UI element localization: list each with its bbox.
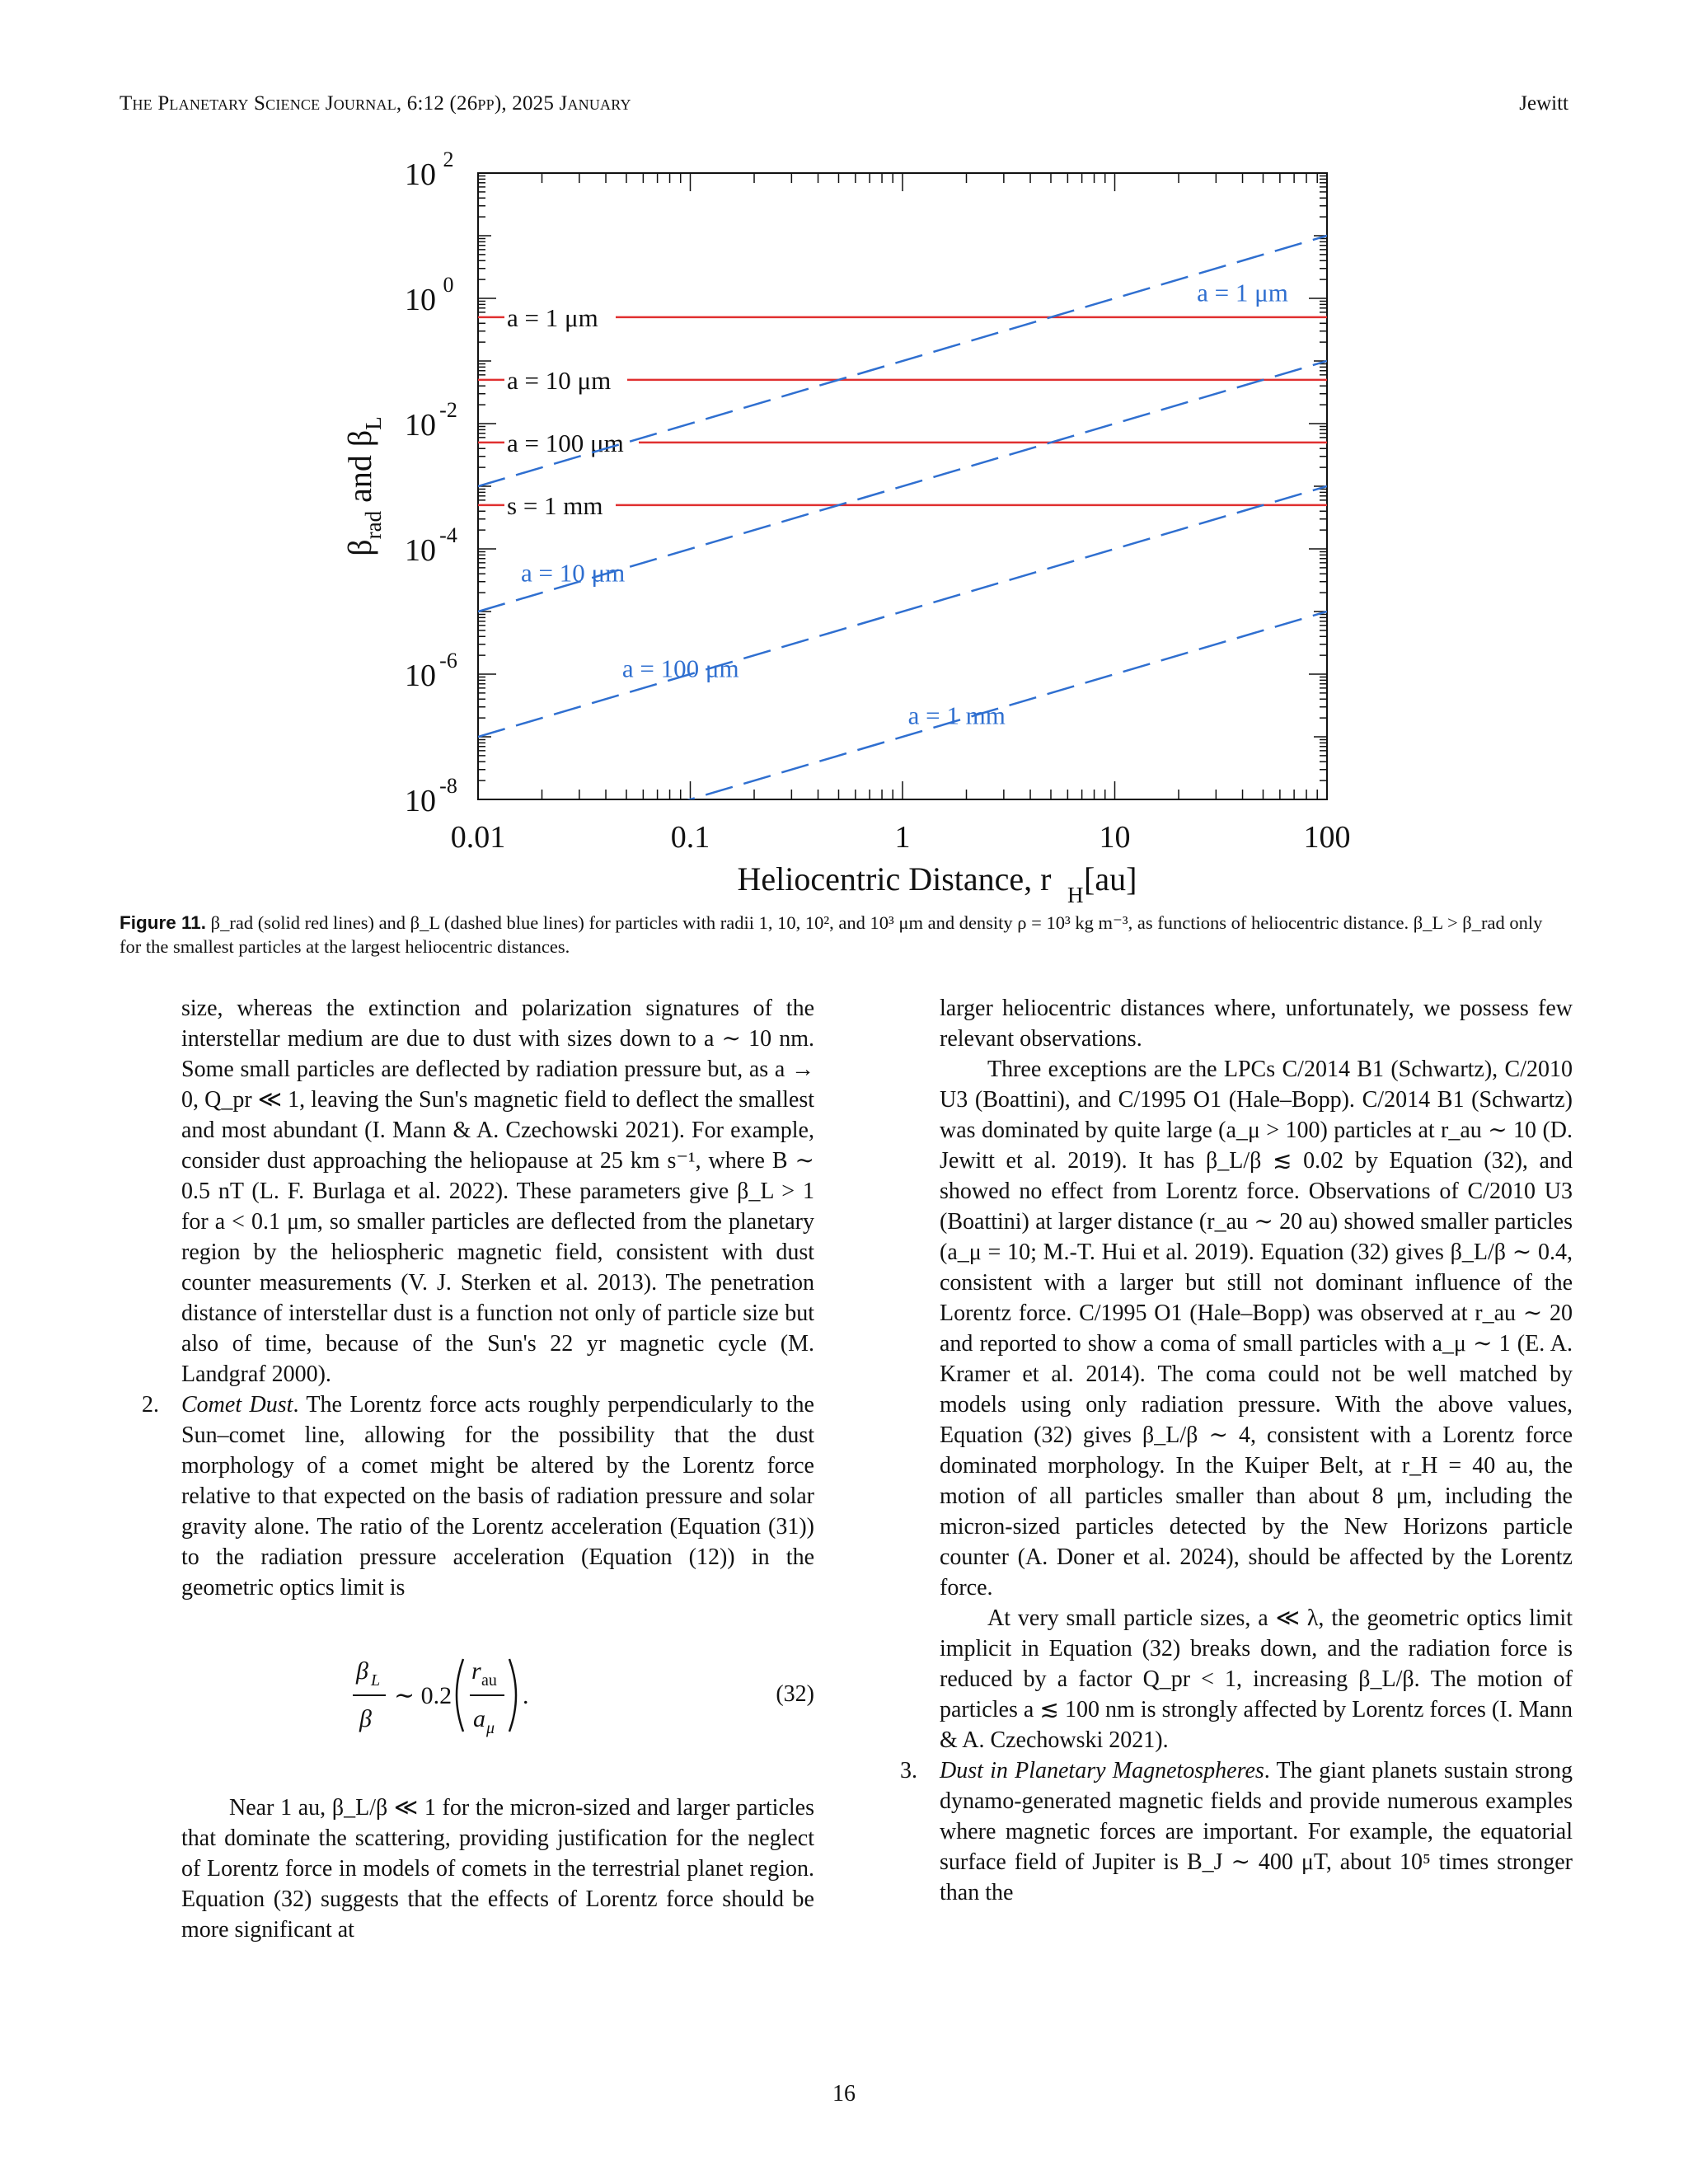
item-title: Dust in Planetary Magnetospheres — [940, 1758, 1264, 1783]
author-header: Jewitt — [1519, 92, 1568, 115]
x-tick-label: 100 — [1303, 820, 1351, 855]
beta-rad-line-label: a = 100 μm — [507, 428, 624, 457]
list-number: 3. — [900, 1758, 917, 1783]
y-tick-label: 10 — [405, 283, 436, 317]
x-axis-label-unit: [au] — [1084, 860, 1137, 898]
svg-text:∼ 0.2: ∼ 0.2 — [394, 1682, 452, 1709]
x-tick-label: 1 — [894, 820, 911, 855]
figure-11-chart — [313, 144, 1385, 902]
beta-rad-line-label: s = 1 mm — [507, 490, 603, 520]
svg-text:β: β — [356, 1657, 368, 1685]
y-axis-label: $\beta_{rad}$ and $\beta_L$ — [341, 416, 386, 556]
svg-text:L: L — [371, 1671, 381, 1690]
y-tick-label: 10 — [405, 533, 436, 568]
x-tick-label: 0.1 — [670, 820, 710, 855]
y-tick-exponent: 2 — [443, 148, 454, 171]
figure-caption — [120, 911, 1568, 958]
svg-text:a: a — [473, 1705, 485, 1732]
beta-lorentz-line-label: a = 10 μm — [521, 558, 626, 588]
journal-header: The Planetary Science Journal, 6:12 (26pp), 2025 January — [120, 92, 631, 115]
svg-text:μ: μ — [486, 1719, 495, 1737]
beta-lorentz-line-label: a = 100 μm — [621, 654, 739, 683]
x-tick-label: 0.01 — [450, 820, 506, 855]
item-title: Comet Dust — [181, 1392, 293, 1418]
paragraph: Near 1 au, β_L/β ≪ 1 for the micron-sized and larger particles that dominate the scattering, providing justification for the neglect of Lorentz force in models of comets in the terrestrial planet region. Equation (32) suggests that the effects of Lorentz force should be more significant at — [181, 1795, 814, 1943]
right-column — [900, 993, 1573, 1908]
y-tick-label: 10 — [405, 157, 436, 192]
equation-32 — [181, 1628, 814, 1772]
list-item-comet-dust — [142, 1390, 814, 1603]
x-tick-label: 10 — [1099, 820, 1131, 855]
y-tick-exponent: -4 — [439, 523, 457, 547]
beta-lorentz-line — [478, 486, 1327, 737]
svg-text:au: au — [481, 1671, 497, 1690]
y-tick-exponent: -6 — [439, 649, 457, 673]
paragraph: Three exceptions are the LPCs C/2014 B1 (Schwartz), C/2010 U3 (Boattini), and C/1995 O1 (Hale–Bopp). C/2014 B1 (Schwartz) was dominated by quite large (a_μ > 100) particles at r_au ∼ 10 (D. Jewitt et al. 2019). It has β_L/β ≲ 0.02 by Equation (32), and showed no effect from Lorentz force. Observations of C/2010 U3 (Boattini) at larger distance (r_au ∼ 20 au) showed smaller particles (a_μ = 10; M.-T. Hui et al. 2019). Equation (32) gives β_L/β ∼ 0.4, consistent with a larger but still not dominant influence of the Lorentz force. C/1995 O1 (Hale–Bopp) was observed at r_au ∼ 20 and reported to show a coma of small particles with a_μ ∼ 1 (E. A. Kramer et al. 2014). The coma could not be well matched by models using only radiation pressure. With the above values, Equation (32) gives β_L/β ∼ 4, consistent with a Lorentz force dominated morphology. In the Kuiper Belt, at r_H = 40 au, the motion of all particles smaller than about 8 μm, including the micron-sized particles detected by the New Horizons particle counter (A. Doner et al. 2024), should be affected by the Lorentz force. — [940, 1057, 1573, 1601]
caption-text: β_rad (solid red lines) and β_L (dashed blue lines) for particles with radii 1, 10, 10², and 10³ μm and density ρ = 10³ kg m⁻³, as functions of heliocentric distance. β_L > β_rad only for the smallest particles at the largest heliocentric distances. — [120, 912, 1543, 957]
beta-rad-line-label: a = 1 μm — [507, 302, 598, 332]
caption-label: Figure 11. — [120, 912, 207, 933]
paragraph: size, whereas the extinction and polarization signatures of the interstellar medium are due to dust with sizes down to a ∼ 10 nm. Some small particles are deflected by radiation pressure but, as a → 0, Q_pr ≪ 1, leaving the Sun's magnetic field to deflect the smallest and most abundant (I. Mann & A. Czechowski 2021). For example, consider dust approaching the heliopause at 25 km s⁻¹, where B ∼ 0.5 nT (L. F. Burlaga et al. 2022). These parameters give β_L > 1 for a < 0.1 μm, so smaller particles are deflected from the planetary region by the heliospheric magnetic field, consistent with dust counter measurements (V. J. Sterken et al. 2013). The penetration distance of interstellar dust is a function not only of particle size but also of time, because of the Sun's 22 yr magnetic cycle (M. Landgraf 2000). — [181, 996, 814, 1387]
beta-lorentz-line-label: a = 1 μm — [1197, 278, 1288, 307]
item-text: . The Lorentz force acts roughly perpendicularly to the Sun–comet line, allowing for the possibility that the dust morphology of a comet might be altered by the Lorentz force relative to that expected on the basis of radiation pressure and solar gravity alone. The ratio of the Lorentz acceleration (Equation (31)) to the radiation pressure acceleration (Equation (12)) in the geometric optics limit is — [181, 1392, 814, 1601]
x-axis-label-sub: H — [1067, 883, 1084, 902]
equation-formula — [181, 1628, 593, 1772]
y-tick-label: 10 — [405, 784, 436, 818]
svg-text:β: β — [359, 1705, 372, 1732]
beta-lorentz-line — [478, 236, 1327, 486]
beta-rad-line-label: a = 10 μm — [507, 365, 612, 395]
left-column — [142, 993, 814, 1945]
y-tick-exponent: -8 — [439, 774, 457, 798]
y-tick-exponent: -2 — [439, 398, 457, 422]
y-tick-exponent: 0 — [443, 273, 454, 297]
y-tick-label: 10 — [405, 658, 436, 693]
beta-lorentz-line-label: a = 1 mm — [907, 701, 1006, 730]
paragraph: At very small particle sizes, a ≪ λ, the geometric optics limit implicit in Equation (32) breaks down, and the radiation force is reduced by a factor Q_pr < 1, increasing β_L/β. The motion of particles a ≲ 100 nm is strongly affected by Lorentz forces (I. Mann & A. Czechowski 2021). — [940, 1605, 1573, 1753]
item-text: . The giant planets sustain strong dynamo-generated magnetic fields and provide numerous examples where magnetic forces are important. For example, the equatorial surface field of Jupiter is B_J ∼ 400 μT, about 10⁵ times stronger than the — [940, 1758, 1573, 1905]
y-tick-label: 10 — [405, 408, 436, 443]
x-axis-label: Heliocentric Distance, r — [737, 860, 1052, 898]
paragraph: larger heliocentric distances where, unfortunately, we possess few relevant observations. — [940, 996, 1573, 1052]
list-number: 2. — [142, 1392, 159, 1418]
svg-text:.: . — [523, 1682, 529, 1709]
list-item-planetary-magnetospheres — [900, 1755, 1573, 1908]
page-number: 16 — [832, 2081, 856, 2107]
svg-text:r: r — [471, 1657, 481, 1685]
equation-number: (32) — [776, 1681, 814, 1707]
